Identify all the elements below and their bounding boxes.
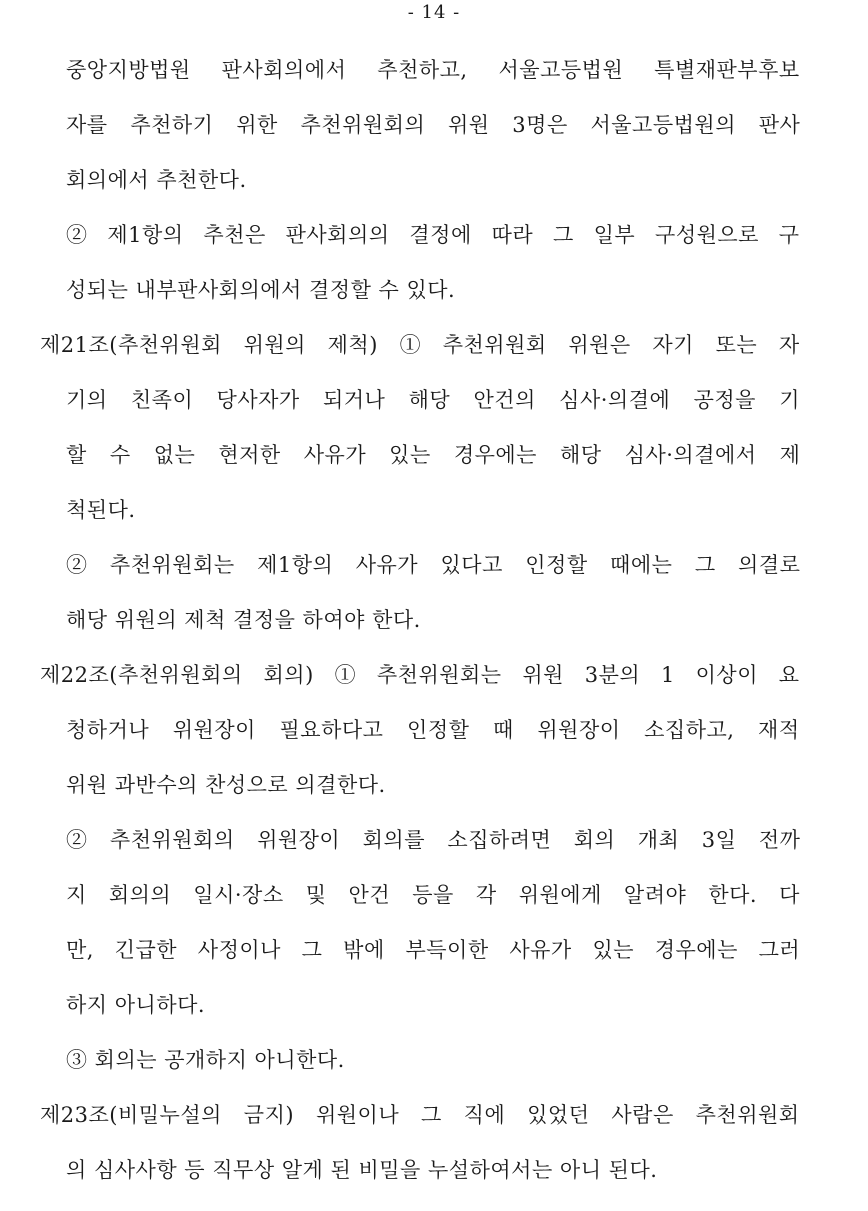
text-line: 자를 추천하기 위한 추천위원회의 위원 3명은 서울고등법원의 판사	[66, 113, 801, 137]
paragraph-line: ② 추천위원회의 위원장이 회의를 소집하려면 회의 개최 3일 전까	[66, 828, 801, 852]
text-line: 할 수 없는 현저한 사유가 있는 경우에는 해당 심사·의결에서 제	[66, 443, 801, 467]
text-line: 해당 위원의 제척 결정을 하여야 한다.	[66, 608, 421, 632]
text-line: 척된다.	[66, 498, 136, 522]
text-line: 지 회의의 일시·장소 및 안건 등을 각 위원에게 알려야 한다. 다	[66, 883, 800, 907]
article-heading-line: 제21조(추천위원회 위원의 제척) ① 추천위원회 위원은 자기 또는 자	[40, 333, 800, 357]
text-line: 중앙지방법원 판사회의에서 추천하고, 서울고등법원 특별재판부후보	[66, 58, 800, 82]
article-heading-line: 제23조(비밀누설의 금지) 위원이나 그 직에 있었던 사람은 추천위원회	[40, 1103, 800, 1127]
article-heading-line: 제22조(추천위원회의 회의) ① 추천위원회는 위원 3분의 1 이상이 요	[40, 663, 800, 687]
text-line: 만, 긴급한 사정이나 그 밖에 부득이한 사유가 있는 경우에는 그러	[66, 938, 801, 962]
text-line: 위원 과반수의 찬성으로 의결한다.	[66, 773, 386, 797]
text-line: 하지 아니하다.	[66, 993, 206, 1017]
text-line: 회의에서 추천한다.	[66, 168, 247, 192]
paragraph-line: ③ 회의는 공개하지 아니한다.	[66, 1048, 345, 1072]
text-line: 성되는 내부판사회의에서 결정할 수 있다.	[66, 278, 456, 302]
paragraph-line: ② 제1항의 추천은 판사회의의 결정에 따라 그 일부 구성원으로 구	[66, 223, 800, 247]
text-line: 청하거나 위원장이 필요하다고 인정할 때 위원장이 소집하고, 재적	[66, 718, 800, 742]
text-line: 기의 친족이 당사자가 되거나 해당 안건의 심사·의결에 공정을 기	[66, 388, 801, 412]
page-number: - 14 -	[407, 2, 461, 23]
text-line: 의 심사사항 등 직무상 알게 된 비밀을 누설하여서는 아니 된다.	[66, 1158, 658, 1182]
paragraph-line: ② 추천위원회는 제1항의 사유가 있다고 인정할 때에는 그 의결로	[66, 553, 801, 577]
